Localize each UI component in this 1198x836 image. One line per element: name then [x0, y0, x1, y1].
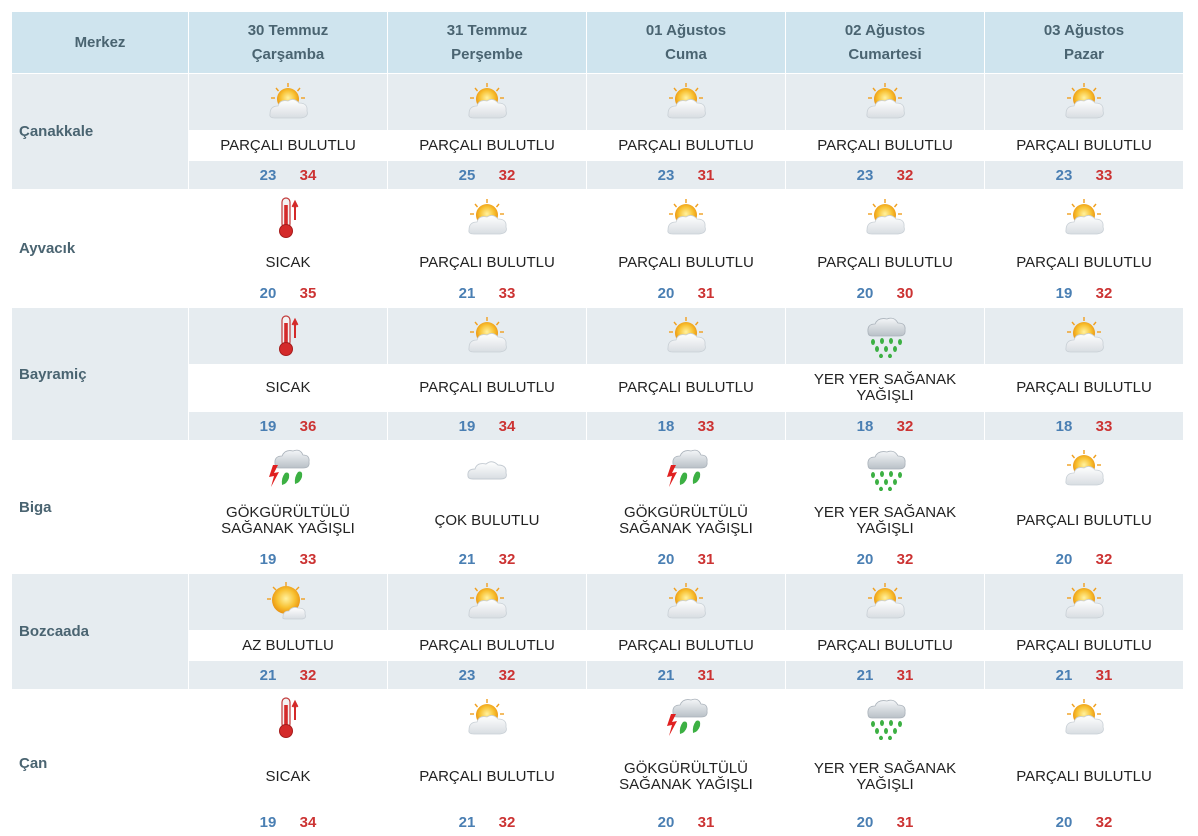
thunderstorm-icon — [587, 690, 785, 746]
temperature-range — [388, 808, 586, 836]
low-temperature: 19 — [1055, 284, 1073, 302]
weather-description — [388, 497, 586, 545]
weather-description — [587, 630, 785, 661]
weather-description-text: GÖKGÜRÜLTÜLÜ SAĞANAK YAĞIŞLI — [221, 504, 355, 537]
forecast-cell — [189, 190, 387, 307]
weather-description — [388, 246, 586, 279]
high-temperature: 32 — [498, 666, 516, 684]
partly-cloudy-icon — [786, 574, 984, 630]
rain-shower-icon — [786, 308, 984, 364]
low-temperature: 23 — [259, 166, 277, 184]
weather-description-text: ÇOK BULUTLU — [434, 512, 540, 529]
temperature-range — [189, 412, 387, 440]
header-day-date: 03 Ağustos — [1043, 21, 1125, 39]
low-temperature: 20 — [856, 550, 874, 568]
weather-description — [786, 130, 984, 161]
forecast-cell — [786, 308, 984, 440]
weather-description — [587, 364, 785, 412]
partly-cloudy-icon — [388, 574, 586, 630]
partly-cloudy-icon — [189, 74, 387, 130]
temperature-range — [786, 279, 984, 307]
weather-description-text: PARÇALI BULUTLU — [1016, 136, 1152, 154]
low-temperature: 20 — [657, 813, 675, 831]
high-temperature: 31 — [697, 550, 715, 568]
forecast-table — [12, 12, 1187, 836]
partly-cloudy-icon — [587, 190, 785, 246]
temperature-range — [388, 412, 586, 440]
forecast-cell — [985, 190, 1183, 307]
temperature-range — [189, 279, 387, 307]
header-day-date: 01 Ağustos — [645, 21, 727, 39]
high-temperature: 31 — [697, 813, 715, 831]
temperature-range — [985, 545, 1183, 573]
temperature-range — [985, 412, 1183, 440]
forecast-cell — [985, 308, 1183, 440]
weather-description-text: PARÇALI BULUTLU — [817, 636, 953, 654]
weather-description — [985, 246, 1183, 279]
temperature-range — [587, 412, 785, 440]
weather-description-text: PARÇALI BULUTLU — [1016, 253, 1152, 271]
forecast-cell — [189, 308, 387, 440]
thermometer-hot-icon — [189, 190, 387, 246]
weather-description-text: PARÇALI BULUTLU — [618, 379, 754, 396]
high-temperature: 34 — [299, 166, 317, 184]
header-day-cell — [985, 12, 1183, 73]
forecast-cell — [786, 74, 984, 189]
weather-description-text: PARÇALI BULUTLU — [1016, 512, 1152, 529]
high-temperature: 35 — [299, 284, 317, 302]
header-day-date: 02 Ağustos — [844, 21, 926, 39]
location-name[interactable]: Ayvacık — [12, 190, 188, 307]
weather-description-text: PARÇALI BULUTLU — [1016, 768, 1152, 785]
high-temperature: 32 — [896, 550, 914, 568]
rain-shower-icon — [786, 690, 984, 746]
weather-description — [388, 630, 586, 661]
weather-description-text: SICAK — [265, 768, 311, 785]
forecast-row — [12, 574, 1187, 689]
cloudy-icon — [388, 441, 586, 497]
high-temperature: 33 — [299, 550, 317, 568]
location-name[interactable]: Bayramiç — [12, 308, 188, 440]
partly-cloudy-icon — [786, 74, 984, 130]
high-temperature: 31 — [1095, 666, 1113, 684]
low-temperature: 21 — [458, 284, 476, 302]
high-temperature: 31 — [697, 666, 715, 684]
temperature-range — [786, 545, 984, 573]
forecast-cell — [388, 308, 586, 440]
temperature-range — [786, 808, 984, 836]
forecast-cell — [786, 441, 984, 573]
forecast-cell — [587, 690, 785, 836]
weather-description — [587, 246, 785, 279]
forecast-cell — [587, 441, 785, 573]
low-temperature: 20 — [1055, 550, 1073, 568]
high-temperature: 32 — [498, 166, 516, 184]
high-temperature: 31 — [896, 666, 914, 684]
high-temperature: 32 — [299, 666, 317, 684]
header-day-date: 30 Temmuz — [247, 21, 329, 39]
low-temperature: 23 — [458, 666, 476, 684]
header-day-cell — [189, 12, 387, 73]
weather-description — [189, 630, 387, 661]
weather-description-text: PARÇALI BULUTLU — [817, 253, 953, 271]
low-temperature: 21 — [458, 550, 476, 568]
high-temperature: 33 — [1095, 166, 1113, 184]
weather-description-text: SICAK — [265, 379, 311, 396]
temperature-range — [786, 161, 984, 189]
forecast-row — [12, 690, 1187, 836]
weather-description — [587, 497, 785, 545]
temperature-range — [189, 808, 387, 836]
weather-description-text: PARÇALI BULUTLU — [618, 136, 754, 154]
temperature-range — [587, 279, 785, 307]
weather-description-text: YER YER SAĞANAK YAĞIŞLI — [813, 760, 957, 793]
weather-description — [388, 364, 586, 412]
partly-cloudy-icon — [587, 74, 785, 130]
thermometer-hot-icon — [189, 308, 387, 364]
weather-description-text: PARÇALI BULUTLU — [419, 636, 555, 654]
temperature-range — [786, 412, 984, 440]
header-day-cell — [388, 12, 586, 73]
partly-cloudy-icon — [985, 690, 1183, 746]
weather-description — [189, 130, 387, 161]
low-temperature: 20 — [259, 284, 277, 302]
partly-cloudy-icon — [985, 574, 1183, 630]
high-temperature: 32 — [1095, 550, 1113, 568]
forecast-row — [12, 441, 1187, 573]
temperature-range — [388, 279, 586, 307]
temperature-range — [388, 661, 586, 689]
partly-cloudy-icon — [985, 190, 1183, 246]
high-temperature: 33 — [1095, 417, 1113, 435]
partly-cloudy-icon — [786, 190, 984, 246]
header-corner-label: Merkez — [74, 33, 126, 51]
high-temperature: 33 — [498, 284, 516, 302]
weather-description-text: PARÇALI BULUTLU — [220, 136, 356, 154]
thunderstorm-icon — [587, 441, 785, 497]
weather-description — [786, 364, 984, 412]
weather-description-text: PARÇALI BULUTLU — [618, 636, 754, 654]
weather-description — [985, 130, 1183, 161]
forecast-cell — [587, 574, 785, 689]
header-corner-cell — [12, 12, 188, 73]
rain-shower-icon — [786, 441, 984, 497]
high-temperature: 34 — [498, 417, 516, 435]
forecast-cell — [388, 74, 586, 189]
low-temperature: 20 — [856, 813, 874, 831]
low-temperature: 19 — [259, 417, 277, 435]
forecast-cell — [388, 441, 586, 573]
high-temperature: 31 — [697, 166, 715, 184]
low-temperature: 20 — [1055, 813, 1073, 831]
weather-description — [786, 630, 984, 661]
weather-description-text: PARÇALI BULUTLU — [419, 136, 555, 154]
location-name[interactable]: Bozcaada — [12, 574, 188, 689]
low-temperature: 18 — [856, 417, 874, 435]
partly-cloudy-icon — [388, 308, 586, 364]
forecast-cell — [388, 690, 586, 836]
weather-description — [985, 497, 1183, 545]
temperature-range — [388, 545, 586, 573]
forecast-cell — [786, 190, 984, 307]
weather-description — [786, 246, 984, 279]
forecast-cell — [587, 190, 785, 307]
temperature-range — [985, 279, 1183, 307]
high-temperature: 32 — [498, 550, 516, 568]
weather-description — [189, 364, 387, 412]
header-day-weekday: Cumartesi — [848, 45, 922, 63]
weather-description — [587, 746, 785, 808]
weather-description-text: AZ BULUTLU — [242, 636, 334, 654]
high-temperature: 32 — [498, 813, 516, 831]
forecast-cell — [189, 441, 387, 573]
high-temperature: 34 — [299, 813, 317, 831]
low-temperature: 23 — [657, 166, 675, 184]
partly-cloudy-icon — [985, 441, 1183, 497]
temperature-range — [189, 545, 387, 573]
forecast-cell — [786, 690, 984, 836]
weather-description-text: PARÇALI BULUTLU — [817, 136, 953, 154]
weather-description-text: GÖKGÜRÜLTÜLÜ SAĞANAK YAĞIŞLI — [619, 504, 753, 537]
location-name[interactable]: Çan — [12, 690, 188, 836]
low-temperature: 20 — [657, 284, 675, 302]
forecast-cell — [189, 74, 387, 189]
weather-description — [985, 746, 1183, 808]
low-temperature: 18 — [657, 417, 675, 435]
partly-cloudy-icon — [388, 74, 586, 130]
header-day-weekday: Pazar — [1063, 45, 1105, 63]
weather-description-text: PARÇALI BULUTLU — [1016, 379, 1152, 396]
temperature-range — [985, 661, 1183, 689]
low-temperature: 23 — [1055, 166, 1073, 184]
high-temperature: 36 — [299, 417, 317, 435]
weather-description — [189, 497, 387, 545]
forecast-row — [12, 190, 1187, 307]
low-temperature: 20 — [856, 284, 874, 302]
low-temperature: 19 — [458, 417, 476, 435]
header-day-cell — [587, 12, 785, 73]
forecast-cell — [985, 74, 1183, 189]
location-name[interactable]: Çanakkale — [12, 74, 188, 189]
forecast-cell — [388, 574, 586, 689]
temperature-range — [587, 808, 785, 836]
header-day-weekday: Cuma — [665, 45, 707, 63]
temperature-range — [189, 661, 387, 689]
weather-description-text: PARÇALI BULUTLU — [1016, 636, 1152, 654]
temperature-range — [587, 661, 785, 689]
header-day-weekday: Perşembe — [451, 45, 523, 63]
high-temperature: 32 — [896, 166, 914, 184]
weather-description — [587, 130, 785, 161]
partly-cloudy-icon — [388, 690, 586, 746]
weather-description-text: PARÇALI BULUTLU — [419, 768, 555, 785]
low-temperature: 21 — [657, 666, 675, 684]
partly-cloudy-icon — [587, 308, 785, 364]
high-temperature: 32 — [896, 417, 914, 435]
forecast-cell — [786, 574, 984, 689]
low-temperature: 19 — [259, 550, 277, 568]
temperature-range — [985, 808, 1183, 836]
temperature-range — [189, 161, 387, 189]
low-temperature: 21 — [259, 666, 277, 684]
partly-cloudy-icon — [587, 574, 785, 630]
partly-cloudy-icon — [985, 308, 1183, 364]
forecast-cell — [189, 574, 387, 689]
forecast-cell — [388, 190, 586, 307]
forecast-row — [12, 74, 1187, 189]
high-temperature: 31 — [896, 813, 914, 831]
header-day-date: 31 Temmuz — [446, 21, 528, 39]
thermometer-hot-icon — [189, 690, 387, 746]
weather-description — [985, 364, 1183, 412]
header-day-weekday: Çarşamba — [251, 45, 325, 63]
weather-description — [985, 630, 1183, 661]
forecast-cell — [985, 574, 1183, 689]
thunderstorm-icon — [189, 441, 387, 497]
weather-description-text: PARÇALI BULUTLU — [618, 253, 754, 271]
high-temperature: 33 — [697, 417, 715, 435]
temperature-range — [587, 545, 785, 573]
partly-cloudy-icon — [388, 190, 586, 246]
temperature-range — [587, 161, 785, 189]
mostly-sunny-icon — [189, 574, 387, 630]
low-temperature: 20 — [657, 550, 675, 568]
temperature-range — [985, 161, 1183, 189]
forecast-cell — [189, 690, 387, 836]
forecast-header-row — [12, 12, 1187, 73]
high-temperature: 32 — [1095, 284, 1113, 302]
temperature-range — [786, 661, 984, 689]
weather-description — [189, 246, 387, 279]
low-temperature: 25 — [458, 166, 476, 184]
weather-description — [388, 746, 586, 808]
low-temperature: 21 — [458, 813, 476, 831]
weather-description-text: PARÇALI BULUTLU — [419, 253, 555, 271]
low-temperature: 23 — [856, 166, 874, 184]
low-temperature: 18 — [1055, 417, 1073, 435]
forecast-row — [12, 308, 1187, 440]
forecast-cell — [985, 690, 1183, 836]
weather-description-text: SICAK — [265, 253, 311, 271]
high-temperature: 32 — [1095, 813, 1113, 831]
low-temperature: 21 — [1055, 666, 1073, 684]
weather-description-text: YER YER SAĞANAK YAĞIŞLI — [813, 504, 957, 537]
low-temperature: 21 — [856, 666, 874, 684]
weather-description — [189, 746, 387, 808]
temperature-range — [388, 161, 586, 189]
header-day-cell — [786, 12, 984, 73]
weather-description-text: PARÇALI BULUTLU — [419, 379, 555, 396]
weather-description-text: GÖKGÜRÜLTÜLÜ SAĞANAK YAĞIŞLI — [619, 760, 753, 793]
high-temperature: 31 — [697, 284, 715, 302]
high-temperature: 30 — [896, 284, 914, 302]
partly-cloudy-icon — [985, 74, 1183, 130]
forecast-cell — [587, 308, 785, 440]
weather-description-text: YER YER SAĞANAK YAĞIŞLI — [813, 371, 957, 404]
forecast-cell — [587, 74, 785, 189]
weather-description — [786, 746, 984, 808]
low-temperature: 19 — [259, 813, 277, 831]
location-name[interactable]: Biga — [12, 441, 188, 573]
forecast-cell — [985, 441, 1183, 573]
weather-description — [786, 497, 984, 545]
weather-description — [388, 130, 586, 161]
